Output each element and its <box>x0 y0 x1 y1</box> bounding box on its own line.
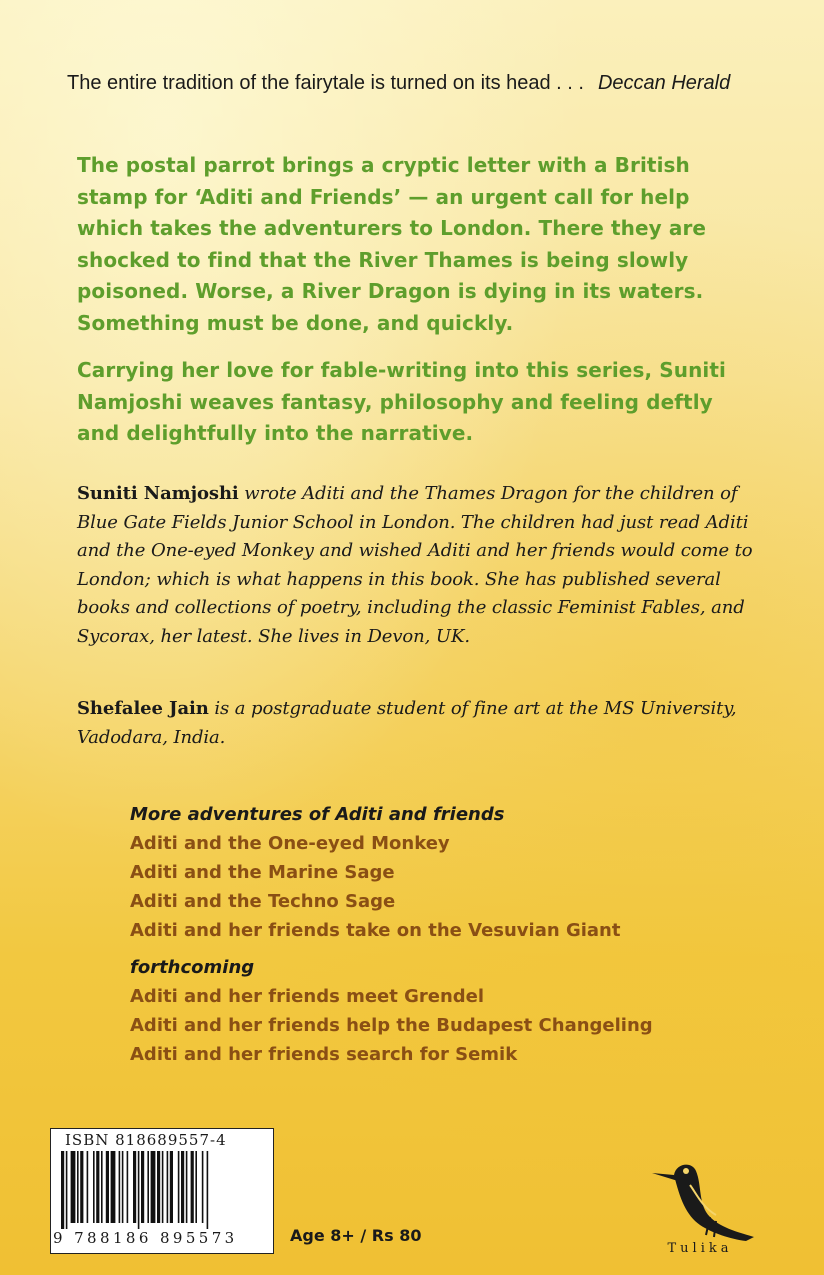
barcode-digits: 9 788186 895573 <box>53 1229 238 1247</box>
author-bio-text: wrote Aditi and the Thames Dragon for the children of Blue Gate Fields Junior School in London. The children had just read Aditi and the One-eyed Monkey and wished Aditi and her friends would come to London; which is what happens in this book. She has published several books and collections of poetry, including the classic Feminist Fables, and Sycorax, her latest. She lives in Devon, UK. <box>77 483 753 647</box>
bird-logo-icon <box>650 1155 760 1243</box>
quote-source: Deccan Herald <box>597 72 731 94</box>
illustrator-bio-text: is a postgraduate student of fine art at the MS University, Vadodara, India. <box>77 698 737 748</box>
publisher-logo <box>650 1155 760 1256</box>
book-title: Aditi and the Techno Sage <box>130 891 396 912</box>
book-title: Aditi and the One-eyed Monkey <box>130 833 450 854</box>
more-adventures-heading: More adventures of Aditi and friends <box>130 804 505 825</box>
barcode-icon <box>50 1128 274 1254</box>
barcode-bars <box>61 1151 263 1229</box>
age-price-label: Age 8+ / Rs 80 <box>290 1226 422 1245</box>
publisher-name: Tulika <box>667 1241 733 1256</box>
forthcoming-list <box>130 953 770 1069</box>
book-title: Aditi and her friends help the Budapest Changeling <box>130 1015 653 1036</box>
author-bio <box>77 480 757 651</box>
quote-text: The entire tradition of the fairytale is turned on its head . . . <box>67 72 584 94</box>
illustrator-name: Shefalee Jain <box>77 698 209 719</box>
book-title: Aditi and the Marine Sage <box>130 862 395 883</box>
book-title: Aditi and her friends search for Semik <box>130 1044 518 1065</box>
illustrator-bio <box>77 695 757 752</box>
book-title: Aditi and her friends take on the Vesuvian Giant <box>130 920 621 941</box>
blurb-paragraph-2: Carrying her love for fable-writing into this series, Suniti Namjoshi weaves fantasy, philosophy and feeling deftly and delightfully into the narrative. <box>77 358 726 445</box>
more-adventures-list <box>130 800 770 945</box>
blurb-paragraph-1: The postal parrot brings a cryptic letter with a British stamp for ‘Aditi and Friends’ — an urgent call for help which takes the adventurers to London. There they are shocked to find that the River Thames is being slowly poisoned. Worse, a River Dragon is dying in its waters. Something must be done, and quickly. <box>77 153 707 335</box>
book-title: Aditi and her friends meet Grendel <box>130 986 485 1007</box>
forthcoming-heading: forthcoming <box>130 957 255 978</box>
author-name: Suniti Namjoshi <box>77 483 239 504</box>
isbn-label: ISBN 818689557-4 <box>65 1131 227 1149</box>
review-quote <box>67 70 767 96</box>
